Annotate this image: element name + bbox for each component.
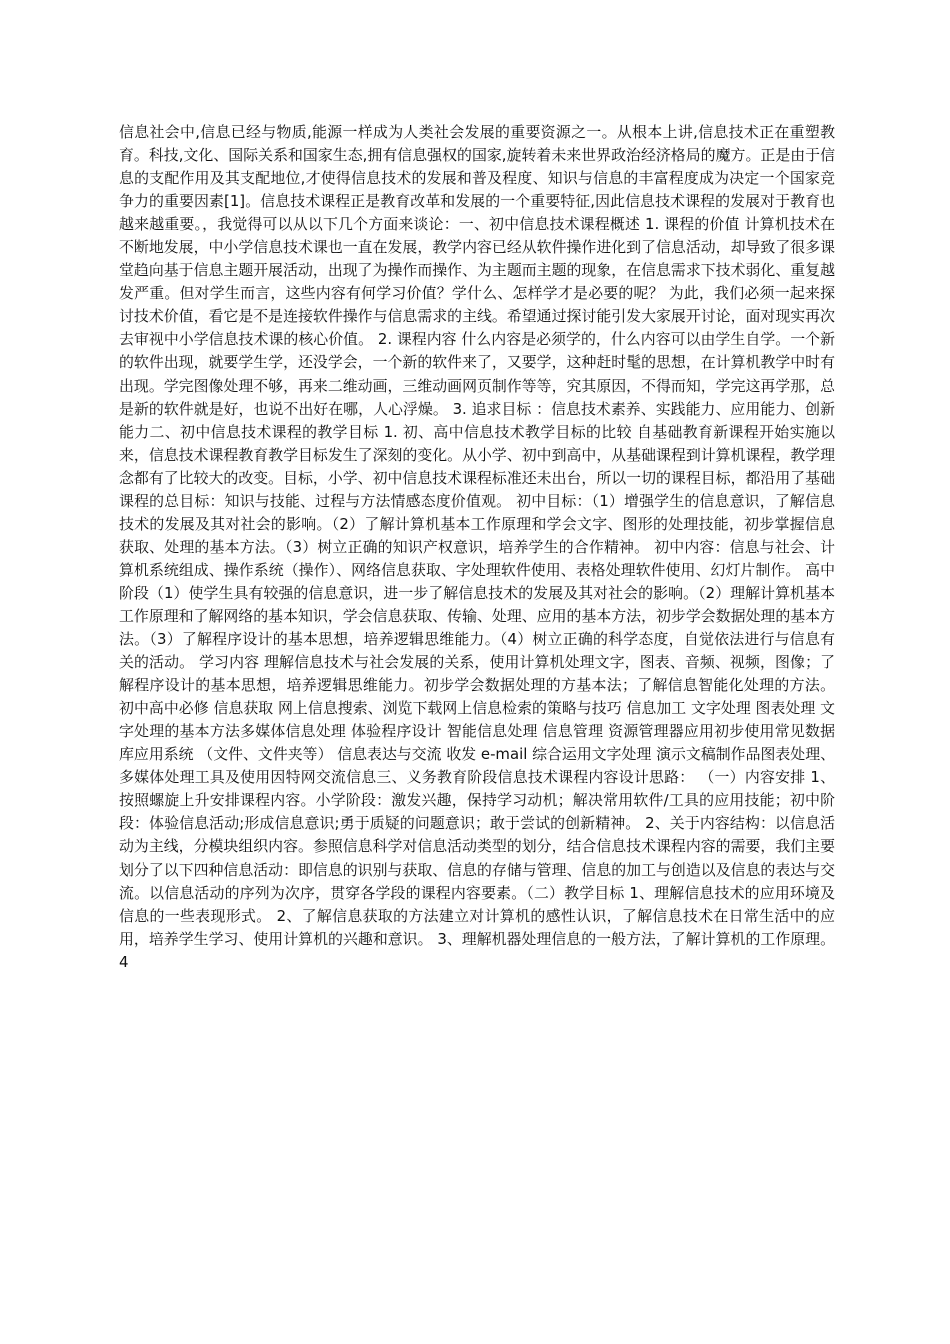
- body-paragraph: 信息社会中,信息已经与物质,能源一样成为人类社会发展的重要资源之一。从根本上讲,信息技术正在重塑教育。科技,文化、国际关系和国家生态,拥有信息强权的国家,旋转着未来世界政治经济格局的魔方。正是由于信息的支配作用及其支配地位,才使得信息技术的发展和普及程度、知识与信息的丰富程度成为决定一个国家竞争力的重要因素[1]。信息技术课程正是教育改革和发展的一个重要特征,因此信息技术课程的发展对于教育也越来越重要。，我觉得可以从以下几个方面来谈论：一、初中信息技术课程概述 1. 课程的价值 计算机技术在不断地发展，中小学信息技术课也一直在发展，教学内容已经从软件操作进化到了信息活动，却导致了很多课堂趋向基于信息主题开展活动，出现了为操作而操作、为主题而主题的现象，在信息需求下技术弱化、重复越发严重。但对学生而言，这些内容有何学习价值？学什么、怎样学才是必要的呢？ 为此，我们必须一起来探讨技术价值，看它是不是连接软件操作与信息需求的主线。希望通过探讨能引发大家展开讨论，面对现实再次去审视中小学信息技术课的核心价值。 2. 课程内容 什么内容是必须学的，什么内容可以由学生自学。一个新的软件出现，就要学生学，还没学会，一个新的软件来了，又要学，这种赶时髦的思想，在计算机教学中时有出现。学完图像处理不够，再来二维动画，三维动画网页制作等等，究其原因，不得而知，学完这再学那，总是新的软件就是好，也说不出好在哪，人心浮燥。 3. 追求目标 ：信息技术素养、实践能力、应用能力、创新能力二、初中信息技术课程的教学目标 1. 初、高中信息技术教学目标的比较 自基础教育新课程开始实施以来，信息技术课程教育教学目标发生了深刻的变化。从小学、初中到高中，从基础课程到计算机课程，教学理念都有了比较大的改变。目标，小学、初中信息技术课程标准还未出台，所以一切的课程目标，都沿用了基础课程的总目标：知识与技能、过程与方法情感态度价值观。 初中目标：（1）增强学生的信息意识，了解信息技术的发展及其对社会的影响。（2）了解计算机基本工作原理和学会文字、图形的处理技能，初步掌握信息获取、处理的基本方法。（3）树立正确的知识产权意识，培养学生的合作精神。 初中内容：信息与社会、计算机系统组成、操作系统（操作）、网络信息获取、字处理软件使用、表格处理软件使用、幻灯片制作。 高中阶段（1）使学生具有较强的信息意识，进一步了解信息技术的发展及其对社会的影响。（2）理解计算机基本工作原理和了解网络的基本知识，学会信息获取、传输、处理、应用的基本方法，初步学会数据处理的基本方法。（3）了解程序设计的基本思想，培养逻辑思维能力。（4）树立正确的科学态度，自觉依法进行与信息有关的活动。 学习内容 理解信息技术与社会发展的关系，使用计算机处理文字，图表、音频、视频，图像；了解程序设计的基本思想，培养逻辑思维能力。初步学会数据处理的方基本法；了解信息智能化处理的方法。 初中高中必修 信息获取 网上信息搜索、浏览下载网上信息检索的策略与技巧 信息加工 文字处理 图表处理 文字处理的基本方法多媒体信息处理 体验程序设计 智能信息处理 信息管理 资源管理器应用初步使用常见数据库应用系统 （文件、文件夹等） 信息表达与交流 收发 e-mail 综合运用文字处理 演示文稿制作品图表处理、多媒体处理工具及使用因特网交流信息三、义务教育阶段信息技术课程内容设计思路： （一）内容安排 1、按照螺旋上升安排课程内容。小学阶段：激发兴趣，保持学习动机；解决常用软件/工具的应用技能；初中阶段：体验信息活动;形成信息意识;勇于质疑的问题意识；敢于尝试的创新精神。 2、关于内容结构：以信息活动为主线，分模块组织内容。参照信息科学对信息活动类型的划分，结合信息技术课程内容的需要，我们主要划分了以下四种信息活动：即信息的识别与获取、信息的存储与管理、信息的加工与创造以及信息的表达与交流。以信息活动的序列为次序，贯穿各学段的课程内容要素。（二）教学目标 1、理解信息技术的应用环境及信息的一些表现形式。 2、了解信息获取的方法建立对计算机的感性认识，了解信息技术在日常生活中的应用，培养学生学习、使用计算机的兴趣和意识。 3、理解机器处理信息的一般方法，了解计算机的工作原理。 4: [119, 123, 835, 971]
